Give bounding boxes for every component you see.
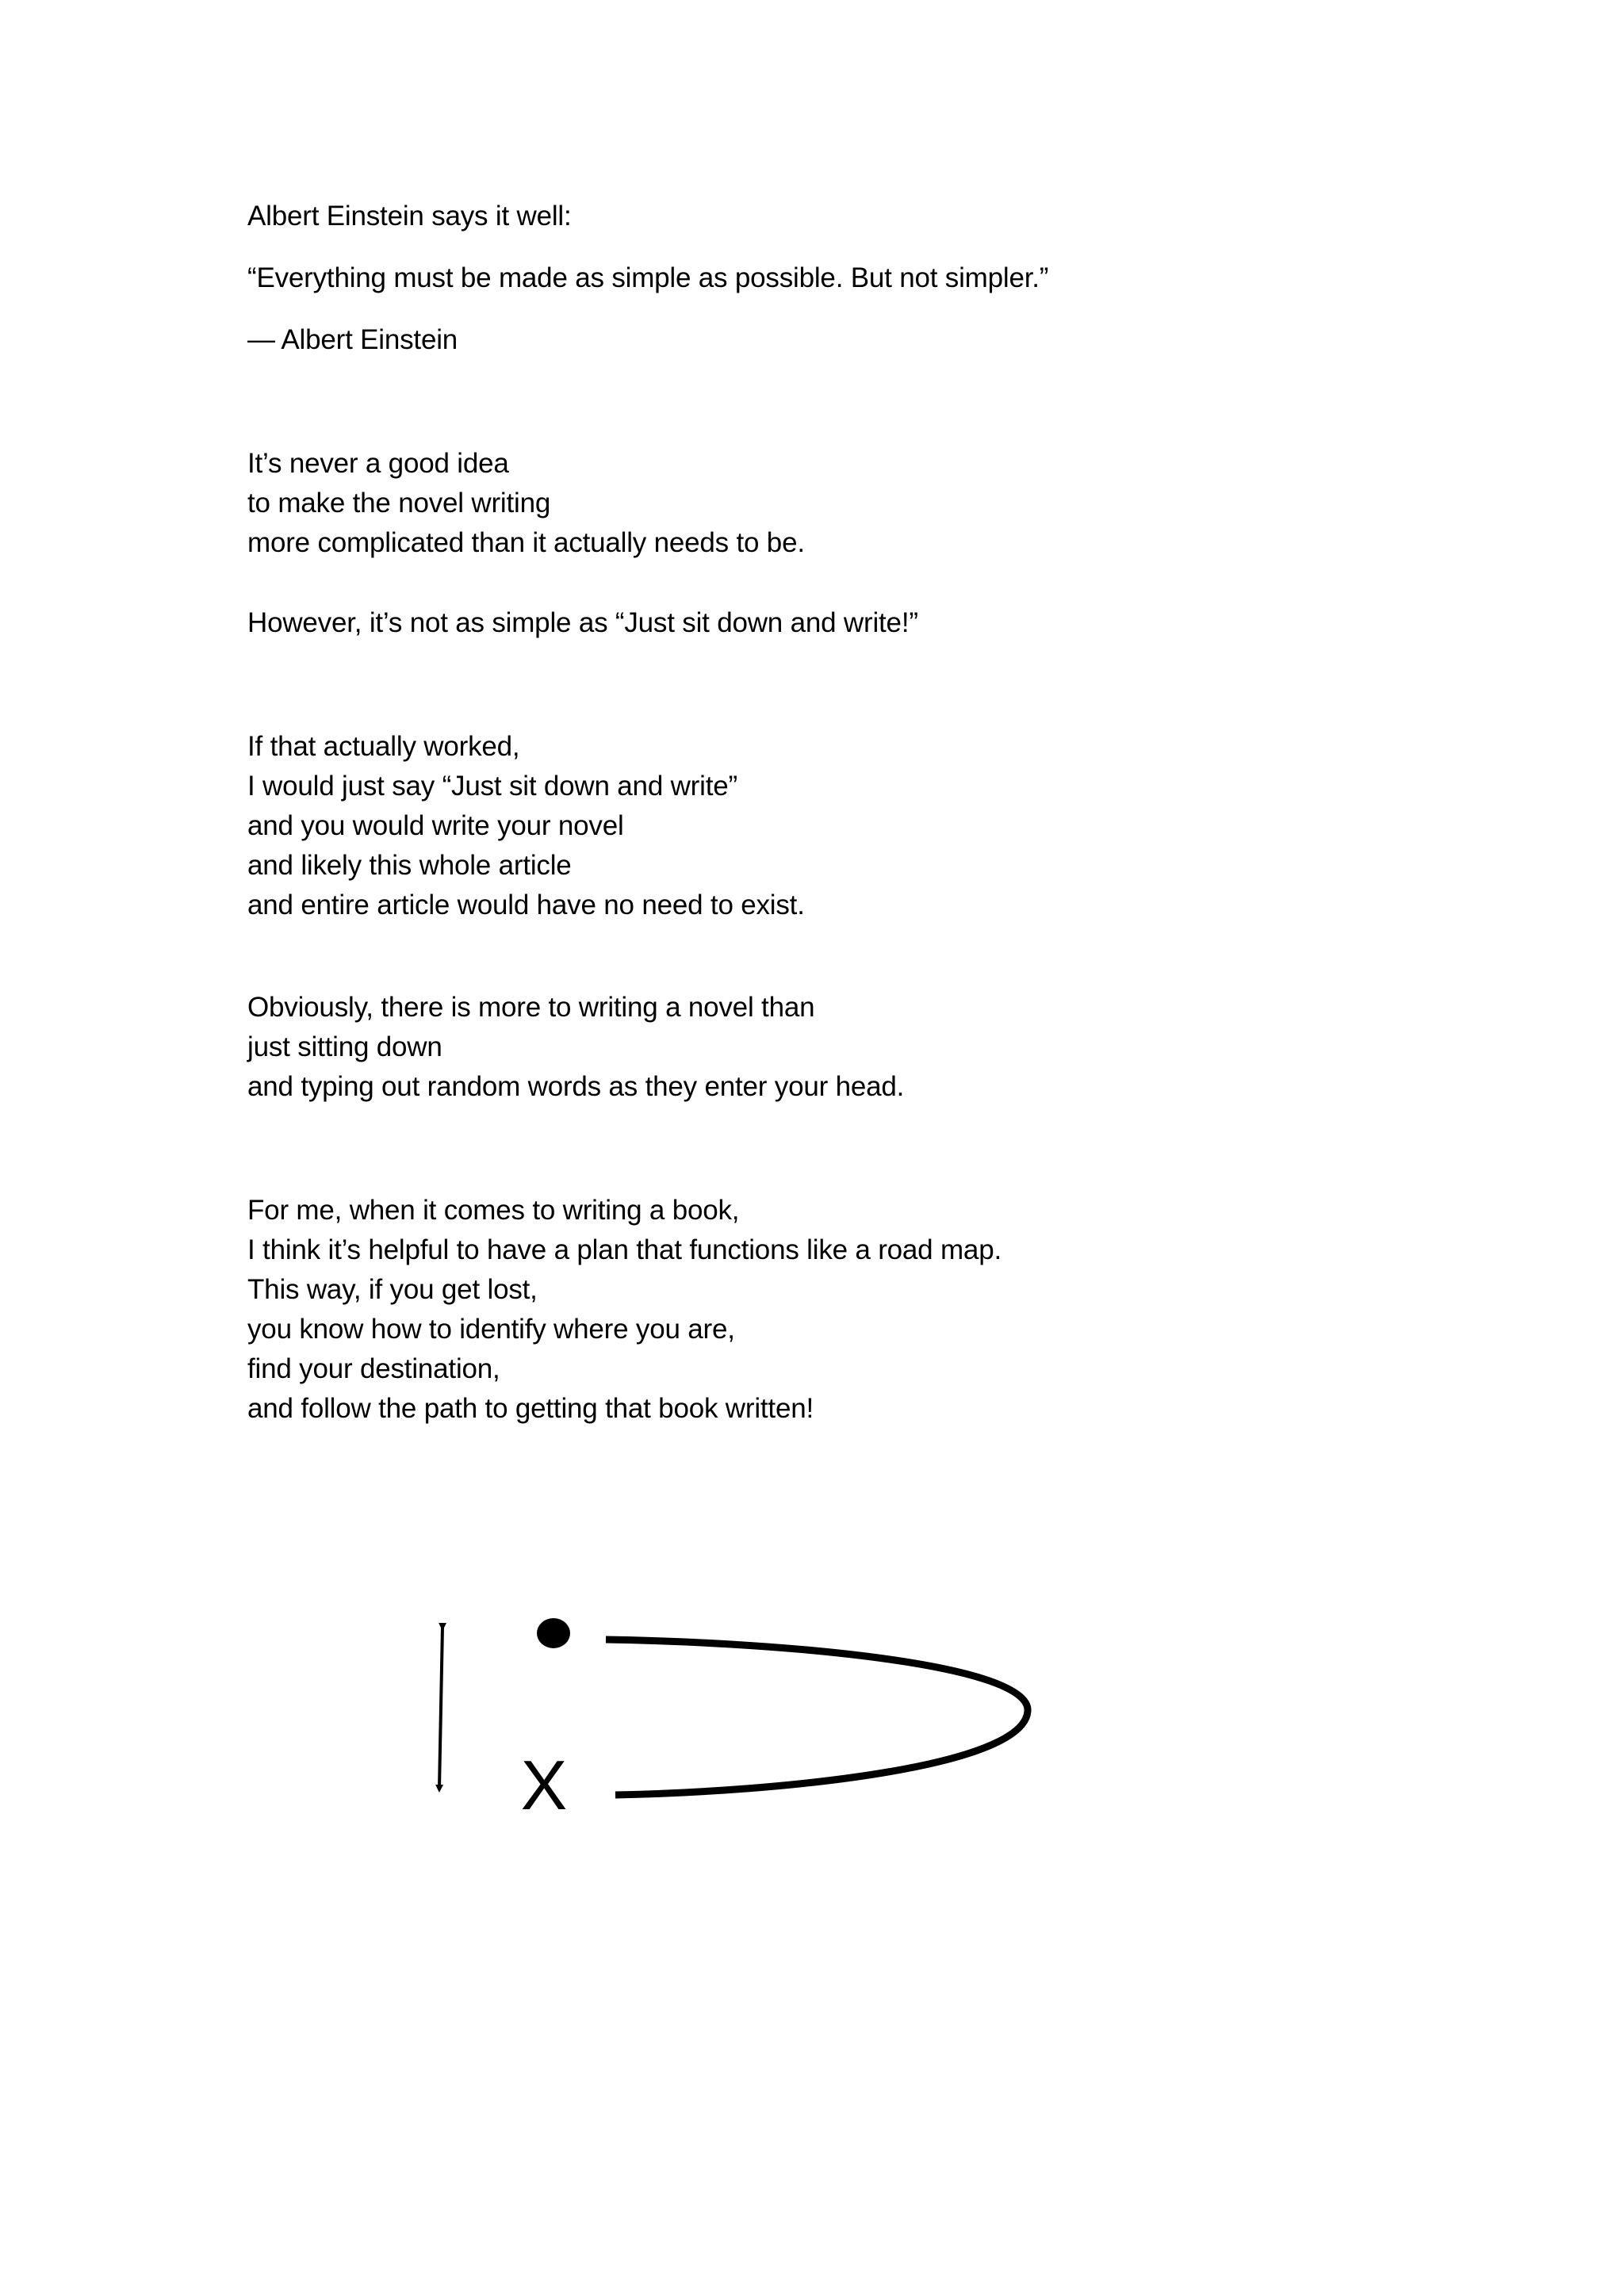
paragraph-4-line-3: and typing out random words as they enter your head. bbox=[247, 1071, 905, 1102]
return-path-curve bbox=[606, 1640, 1028, 1795]
paragraph-4-line-2: just sitting down bbox=[247, 1031, 442, 1062]
road-map-diagram bbox=[396, 1601, 1047, 1839]
paragraph-5-line-6: and follow the path to getting that book written! bbox=[247, 1393, 814, 1424]
paragraph-4-line-1: Obviously, there is more to writing a novel than bbox=[247, 992, 815, 1023]
paragraph-1-line-3: more complicated than it actually needs to be. bbox=[247, 527, 805, 558]
paragraph-5-line-1: For me, when it comes to writing a book, bbox=[247, 1195, 740, 1226]
paragraph-3-line-1: If that actually worked, bbox=[247, 731, 520, 762]
paragraph-1-line-1: It’s never a good idea bbox=[247, 448, 509, 479]
paragraph-3-line-2: I would just say “Just sit down and write” bbox=[247, 771, 737, 802]
paragraph-5-line-3: This way, if you get lost, bbox=[247, 1274, 538, 1305]
paragraph-5-line-5: find your destination, bbox=[247, 1353, 500, 1384]
paragraph-3-line-4: and likely this whole article bbox=[247, 850, 572, 881]
paragraph-2-line-1: However, it’s not as simple as “Just sit down and write!” bbox=[247, 607, 918, 638]
end-marker-x: X bbox=[520, 1746, 568, 1824]
einstein-quote: “Everything must be made as simple as possible. But not simpler.” bbox=[247, 262, 1049, 293]
paragraph-5-line-2: I think it’s helpful to have a plan that functions like a road map. bbox=[247, 1234, 1002, 1265]
vertical-double-arrow bbox=[439, 1627, 442, 1789]
paragraph-3-line-3: and you would write your novel bbox=[247, 810, 624, 841]
paragraph-5-line-4: you know how to identify where you are, bbox=[247, 1314, 735, 1345]
paragraph-3-line-5: and entire article would have no need to exist. bbox=[247, 890, 805, 920]
paragraph-1-line-2: to make the novel writing bbox=[247, 488, 551, 519]
intro-line: Albert Einstein says it well: bbox=[247, 201, 572, 232]
quote-attribution: — Albert Einstein bbox=[247, 324, 458, 355]
start-point-dot bbox=[537, 1618, 570, 1648]
